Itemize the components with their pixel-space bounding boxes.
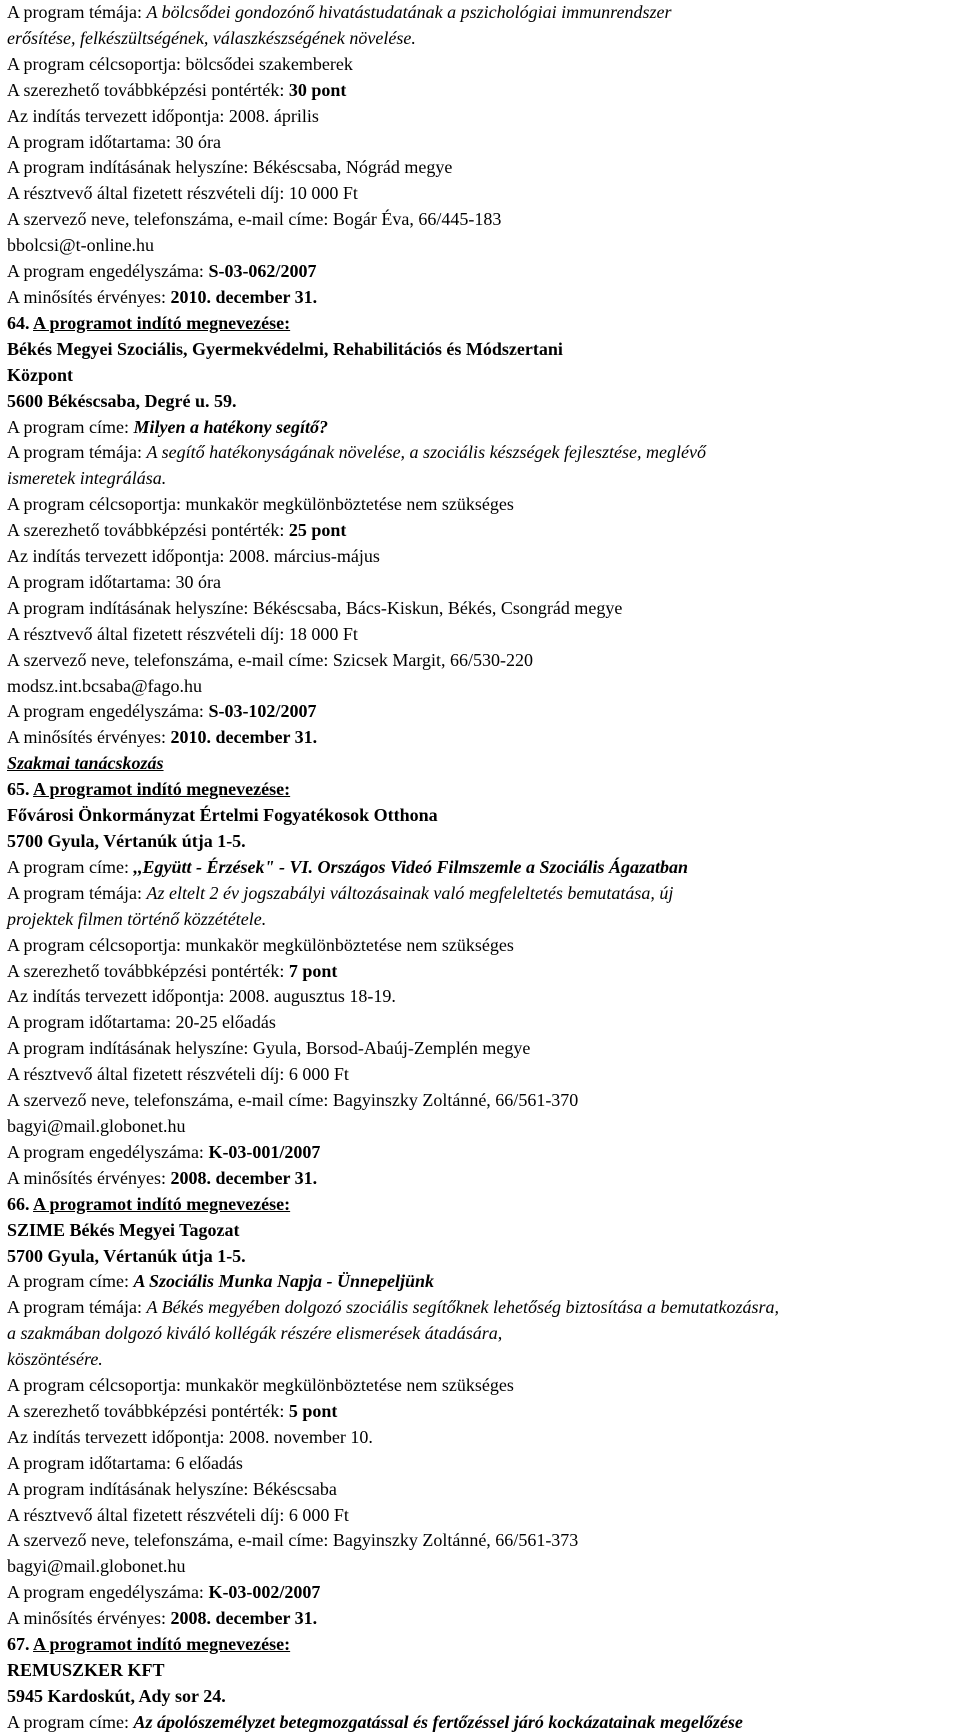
organizer-email: bagyi@mail.globonet.hu <box>7 1556 186 1577</box>
validity: A minősítés érvényes: 2008. december 31. <box>7 1167 318 1188</box>
points: A szerezhető továbbképzési pontérték: 5 pont <box>7 1400 338 1421</box>
location: A program indításának helyszíne: Békéscsaba, Bács-Kiskun, Békés, Csongrád megye <box>7 597 623 618</box>
fee: A résztvevő által fizetett részvételi díj: 10 000 Ft <box>7 183 358 204</box>
duration: A program időtartama: 30 óra <box>7 571 221 592</box>
organization-address: 5700 Gyula, Vértanúk útja 1-5. <box>7 1245 246 1266</box>
program-title: A program címe: ,,Együtt - Érzések" - VI. Országos Videó Filmszemle a Szociális Ágazatban <box>7 856 689 877</box>
organizer: A szervező neve, telefonszáma, e-mail címe: Szicsek Margit, 66/530-220 <box>7 649 533 670</box>
organizer: A szervező neve, telefonszáma, e-mail címe: Bagyinszky Zoltánné, 66/561-373 <box>7 1530 579 1551</box>
location: A program indításának helyszíne: Gyula, Borsod-Abaúj-Zemplén megye <box>7 1038 531 1059</box>
target-group: A program célcsoportja: munkakör megkülönböztetése nem szükséges <box>7 934 514 955</box>
organization-name: SZIME Békés Megyei Tagozat <box>7 1219 240 1240</box>
organization-name: Békés Megyei Szociális, Gyermekvédelmi, Rehabilitációs és Módszertani <box>7 338 563 359</box>
organization-name-continued: Központ <box>7 364 74 385</box>
target-group: A program célcsoportja: bölcsődei szakemberek <box>7 53 353 74</box>
duration: A program időtartama: 20-25 előadás <box>7 1012 276 1033</box>
start-date: Az indítás tervezett időpontja: 2008. március-május <box>7 546 380 567</box>
duration: A program időtartama: 6 előadás <box>7 1452 243 1473</box>
points: A szerezhető továbbképzési pontérték: 7 pont <box>7 960 338 981</box>
program-title: A program címe: Az ápolószemélyzet betegmozgatással és fertőzéssel járó kockázatainak megelőzése <box>7 1711 743 1732</box>
organization-address: 5945 Kardoskút, Ady sor 24. <box>7 1685 226 1706</box>
license-number: A program engedélyszáma: S-03-102/2007 <box>7 701 317 722</box>
points: A szerezhető továbbképzési pontérték: 30 pont <box>7 79 347 100</box>
organization-name: Fővárosi Önkormányzat Értelmi Fogyatékosok Otthona <box>7 805 438 826</box>
organizer-email: bagyi@mail.globonet.hu <box>7 1115 186 1136</box>
theme-line: A program témája: A bölcsődei gondozónő hivatástudatának a pszichológiai immunrendszer <box>7 2 672 22</box>
fee: A résztvevő által fizetett részvételi díj: 18 000 Ft <box>7 623 358 644</box>
theme-line: A program témája: Az eltelt 2 év jogszabályi változásainak való megfeleltetés bemutatása, új <box>7 882 674 903</box>
organizer-email: bbolcsi@t-online.hu <box>7 235 155 256</box>
theme-line-continued: ismeretek integrálása. <box>7 468 167 489</box>
license-number: A program engedélyszáma: S-03-062/2007 <box>7 261 317 282</box>
fee: A résztvevő által fizetett részvételi díj: 6 000 Ft <box>7 1504 349 1525</box>
validity: A minősítés érvényes: 2010. december 31. <box>7 727 318 748</box>
location: A program indításának helyszíne: Békéscsaba, Nógrád megye <box>7 157 453 178</box>
entry-heading: 66. A programot indító megnevezése: <box>7 1193 291 1214</box>
fee: A résztvevő által fizetett részvételi díj: 6 000 Ft <box>7 1064 349 1085</box>
entry-heading: 65. A programot indító megnevezése: <box>7 779 291 800</box>
organization-address: 5700 Gyula, Vértanúk útja 1-5. <box>7 831 246 851</box>
license-number: A program engedélyszáma: K-03-002/2007 <box>7 1582 321 1603</box>
section-heading: Szakmai tanácskozás <box>7 753 164 774</box>
theme-line-continued: a szakmában dolgozó kiváló kollégák részére elismerések átadására, <box>7 1323 503 1344</box>
organization-name: REMUSZKER KFT <box>7 1660 165 1680</box>
points: A szerezhető továbbképzési pontérték: 25 pont <box>7 520 347 541</box>
theme-line-continued: köszöntésére. <box>7 1349 103 1370</box>
theme-line-continued: erősítése, felkészültségének, válaszkészségének növelése. <box>7 27 416 48</box>
duration: A program időtartama: 30 óra <box>7 131 221 152</box>
entry-heading: 67. A programot indító megnevezése: <box>7 1634 291 1655</box>
organizer-email: modsz.int.bcsaba@fago.hu <box>7 675 203 696</box>
start-date: Az indítás tervezett időpontja: 2008. április <box>7 105 319 126</box>
validity: A minősítés érvényes: 2010. december 31. <box>7 286 318 307</box>
start-date: Az indítás tervezett időpontja: 2008. november 10. <box>7 1426 373 1447</box>
program-title: A program címe: Milyen a hatékony segítő? <box>7 416 328 437</box>
validity: A minősítés érvényes: 2008. december 31. <box>7 1608 318 1629</box>
location: A program indításának helyszíne: Békéscsaba <box>7 1478 337 1499</box>
program-title: A program címe: A Szociális Munka Napja - Ünnepeljünk <box>7 1271 435 1292</box>
theme-line: A program témája: A Békés megyében dolgozó szociális segítőknek lehetőség biztosítása a bemutatkozásra, <box>7 1297 780 1318</box>
organizer: A szervező neve, telefonszáma, e-mail címe: Bagyinszky Zoltánné, 66/561-370 <box>7 1090 579 1111</box>
theme-line-continued: projektek filmen történő közzététele. <box>7 908 267 929</box>
organization-address: 5600 Békéscsaba, Degré u. 59. <box>7 390 237 411</box>
target-group: A program célcsoportja: munkakör megkülönböztetése nem szükséges <box>7 494 514 515</box>
license-number: A program engedélyszáma: K-03-001/2007 <box>7 1141 321 1162</box>
start-date: Az indítás tervezett időpontja: 2008. augusztus 18-19. <box>7 986 396 1007</box>
entry-heading: 64. A programot indító megnevezése: <box>7 312 291 333</box>
organizer: A szervező neve, telefonszáma, e-mail címe: Bogár Éva, 66/445-183 <box>7 209 502 230</box>
theme-line: A program témája: A segítő hatékonyságának növelése, a szociális készségek fejlesztése, meglévő <box>7 442 706 463</box>
target-group: A program célcsoportja: munkakör megkülönböztetése nem szükséges <box>7 1375 514 1396</box>
